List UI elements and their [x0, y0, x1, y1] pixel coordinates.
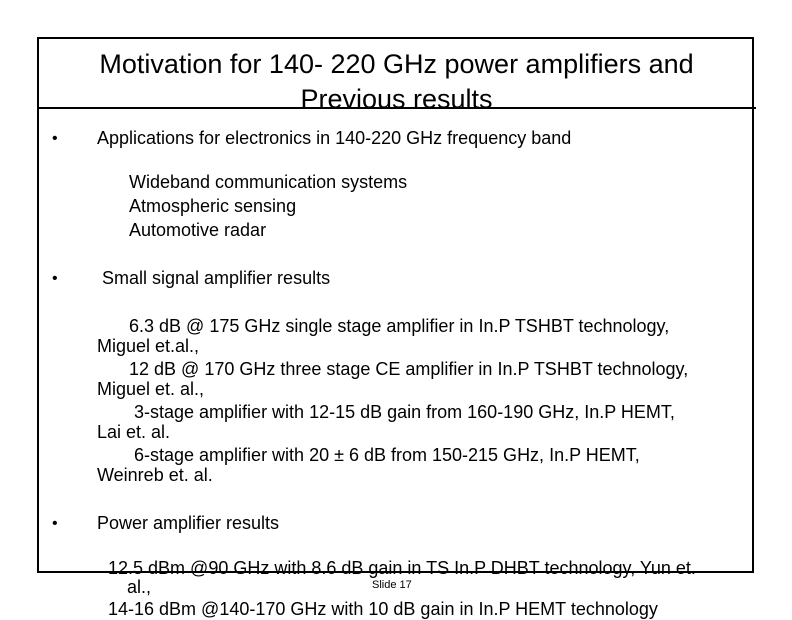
result-line: Weinreb et. al. — [97, 465, 213, 485]
result-line: 3-stage amplifier with 12-15 dB gain from 160-190 GHz, In.P HEMT, — [134, 402, 675, 422]
application-item: Atmospheric sensing — [129, 196, 297, 216]
title-line-1: Motivation for 140- 220 GHz power amplifiers and — [99, 49, 694, 79]
application-item: Wideband communication systems — [129, 172, 408, 192]
bullet-1: • — [52, 130, 58, 147]
application-item: Automotive radar — [129, 220, 267, 240]
result-line: Lai et. al. — [97, 422, 171, 442]
power-result-line: 14-16 dBm @140-170 GHz with 10 dB gain in In.P HEMT technology — [108, 599, 658, 619]
section-3-heading: Power amplifier results — [97, 513, 280, 533]
slide-number: Slide 17 — [372, 579, 412, 591]
result-line: Miguel et.al., — [97, 336, 200, 356]
title-line-2: Previous results — [300, 84, 493, 109]
section-1-heading: Applications for electronics in 140-220 GHz frequency band — [97, 128, 572, 148]
bullet-2: • — [52, 270, 58, 287]
power-result-line: 12.5 dBm @90 GHz with 8.6 dB gain in TS In.P DHBT technology, Yun et. — [108, 558, 696, 578]
bullet-3: • — [52, 515, 58, 532]
power-result-line: al., — [127, 577, 152, 597]
section-2-heading: Small signal amplifier results — [102, 268, 331, 288]
result-line: 12 dB @ 170 GHz three stage CE amplifier in In.P TSHBT technology, — [129, 359, 689, 379]
title-bar — [37, 37, 756, 109]
result-line: 6-stage amplifier with 20 ± 6 dB from 150-215 GHz, In.P HEMT, — [134, 445, 640, 465]
result-line: 6.3 dB @ 175 GHz single stage amplifier in In.P TSHBT technology, — [129, 316, 670, 336]
slide-frame — [37, 37, 754, 573]
result-line: Miguel et. al., — [97, 379, 205, 399]
slide-title — [37, 47, 756, 109]
